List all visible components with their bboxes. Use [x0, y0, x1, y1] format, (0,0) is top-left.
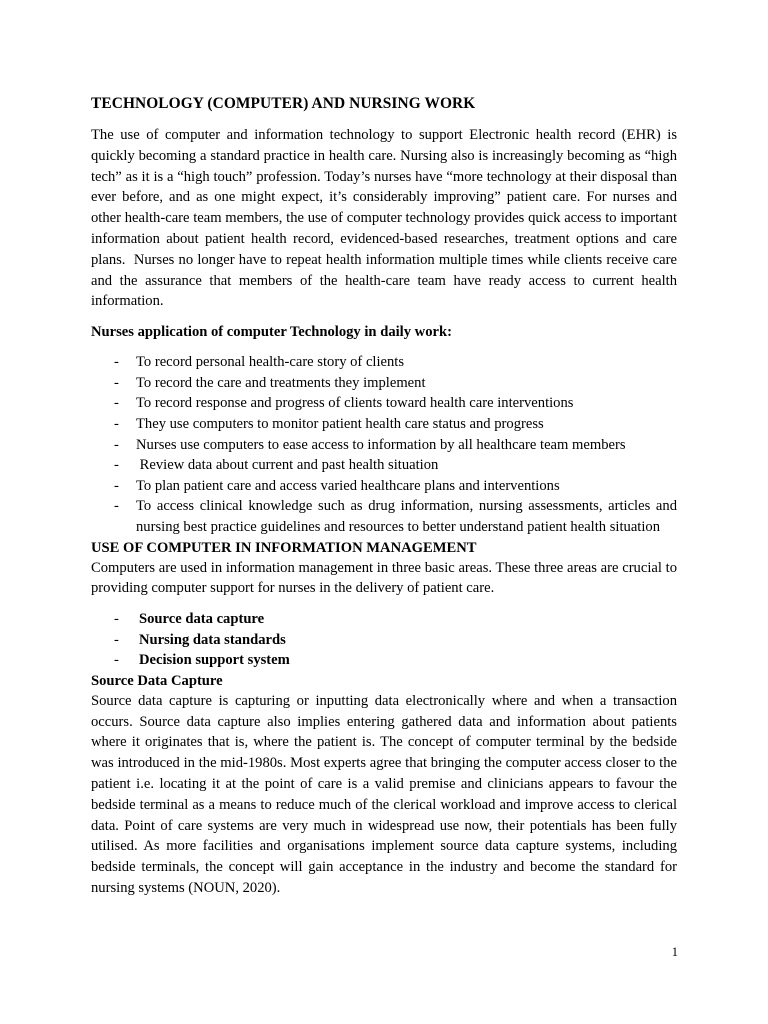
- list-item-text: Review data about current and past health situation: [136, 457, 439, 474]
- list-marker: -: [114, 477, 119, 494]
- list-marker: -: [114, 457, 119, 474]
- list-marker: -: [114, 374, 119, 391]
- list-item: [91, 476, 677, 497]
- list-marker: -: [114, 415, 119, 432]
- list-marker: -: [114, 611, 119, 628]
- applications-list: [91, 352, 677, 537]
- list-item: [91, 435, 677, 456]
- list-item-text: Source data capture: [139, 611, 265, 628]
- source-data-capture-paragraph: Source data capture is capturing or inputting data electronically where and when a transaction occurs. Source data capture also implies entering gathered data and information about patients where it originates that is, where the patient is. The concept of computer terminal by the bedside was introduced in the mid-1980s. Most experts agree that bringing the computer access closer to the patient i.e. locating it at the point of care is a valid premise and clinicians appears to favour the bedside terminal as a means to reduce much of the clerical workload and improve access to clerical data. Point of care systems are very much in widespread use now, their potentials has been fully utilised. As more facilities and organisations implement source data capture systems, including bedside terminals, the concept will gain acceptance in the industry and become the standard for nursing systems (NOUN, 2020).: [91, 692, 677, 897]
- list-item: [91, 414, 677, 435]
- document-page: [91, 94, 677, 899]
- list-item-text: Decision support system: [139, 652, 290, 669]
- info-management-paragraph: Computers are used in information management in three basic areas. These three areas are crucial to providing computer support for nurses in the delivery of patient care.: [91, 559, 677, 597]
- list-marker: -: [114, 498, 119, 515]
- list-marker: -: [114, 354, 119, 371]
- list-item: [91, 496, 677, 537]
- list-item: [91, 455, 677, 476]
- list-item: [91, 373, 677, 394]
- list-item-text: To access clinical knowledge such as drug information, nursing assessments, articles and nursing best practice guidelines and resources to better understand patient health situation: [136, 498, 677, 535]
- list-marker: -: [114, 631, 119, 648]
- list-item-text: Nursing data standards: [139, 631, 286, 648]
- list-marker: -: [114, 652, 119, 669]
- list-marker: -: [114, 436, 119, 453]
- basic-areas-list: [91, 609, 677, 671]
- info-management-heading: USE OF COMPUTER IN INFORMATION MANAGEMENT: [91, 539, 477, 556]
- list-item-text: They use computers to monitor patient health care status and progress: [136, 415, 544, 432]
- list-item-text: To plan patient care and access varied healthcare plans and interventions: [136, 477, 560, 494]
- list-item-text: To record personal health-care story of clients: [136, 354, 405, 371]
- source-data-capture-heading: Source Data Capture: [91, 672, 223, 689]
- document-title: TECHNOLOGY (COMPUTER) AND NURSING WORK: [91, 95, 476, 112]
- list-marker: -: [114, 395, 119, 412]
- page-number: 1: [671, 945, 678, 959]
- list-item-text: Nurses use computers to ease access to information by all healthcare team members: [136, 436, 626, 453]
- list-item: [91, 609, 677, 630]
- intro-paragraph: The use of computer and information technology to support Electronic health record (EHR) is quickly becoming a standard practice in health care. Nursing also is increasingly becoming as “high tech” as it is a “high touch” profession. Today’s nurses have “more technology at their disposal than ever before, and as one might expect, it’s considerably improving” patient care. For nurses and other health-care team members, the use of computer technology provides quick access to important information about patient health record, evidenced-based researches, treatment options and care plans. Nurses no longer have to repeat health information multiple times while clients receive care and the assurance that members of the health-care team have ready access to current health information.: [91, 127, 677, 310]
- applications-heading: Nurses application of computer Technology in daily work:: [91, 324, 452, 341]
- list-item-text: To record the care and treatments they implement: [136, 374, 426, 391]
- list-item-text: To record response and progress of clients toward health care interventions: [136, 395, 574, 412]
- list-item: [91, 650, 677, 671]
- list-item: [91, 630, 677, 651]
- list-item: [91, 352, 677, 373]
- list-item: [91, 393, 677, 414]
